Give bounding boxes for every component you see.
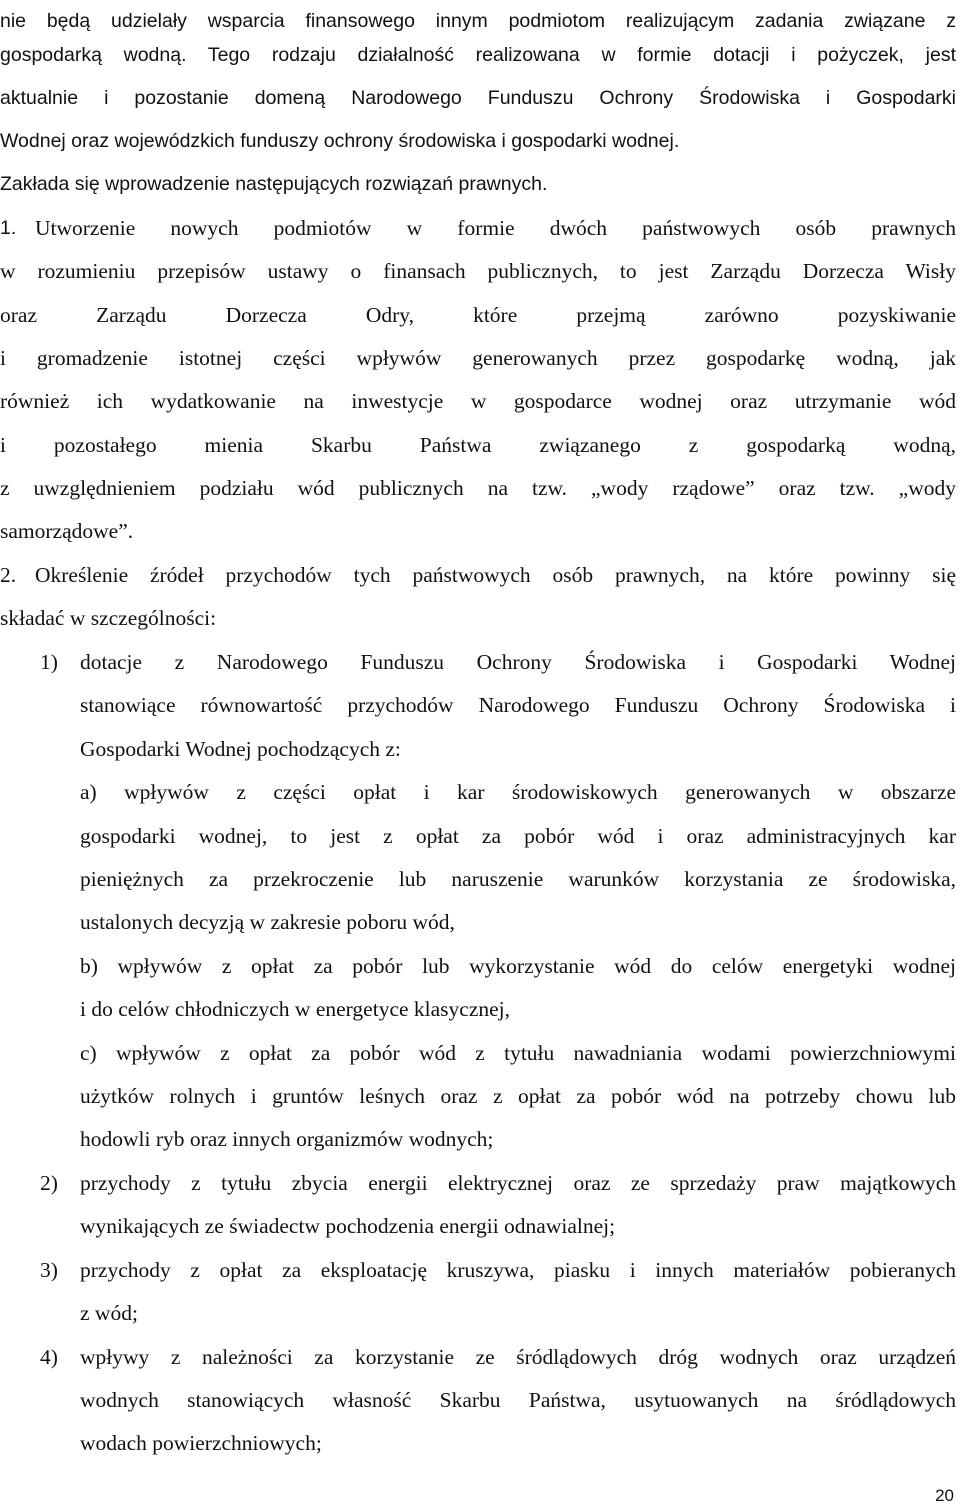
list-item-line — [0, 1205, 960, 1248]
page-number: 20 — [935, 1486, 954, 1505]
section-1-line-text: oraz Zarządu Dorzecza Odry, które przejmą zarówno pozyskiwanie — [0, 303, 956, 327]
section-1-line-text: również ich wydatkowanie na inwestycje w gospodarce wodnej oraz utrzymanie wód — [0, 389, 956, 413]
intro-line-text: aktualnie i pozostanie domeną Narodowego Funduszu Ochrony Środowiska i Gospodarki — [0, 87, 956, 109]
list-item-line — [0, 1422, 960, 1465]
section-1-line — [0, 207, 960, 250]
section-1-line — [0, 510, 960, 553]
list-item-number: 3) — [40, 1258, 58, 1282]
subitem-line — [0, 901, 960, 944]
intro-line — [0, 120, 960, 163]
section-2-line-text: składać w szczególności: — [0, 606, 217, 630]
subitem-line-text: ustalonych decyzją w zakresie poboru wód, — [80, 910, 455, 934]
subitem-line — [0, 1075, 960, 1118]
section-2-line-text: Określenie źródeł przychodów tych państwowych osób prawnych, na które powinny się — [35, 563, 956, 587]
section-2-number: 2. — [0, 563, 17, 587]
section-1-number: 1. — [0, 217, 17, 239]
list-item-number: 1) — [40, 650, 58, 674]
list-item-line — [0, 684, 960, 727]
section-2-line — [0, 554, 960, 597]
subitem-line — [0, 988, 960, 1031]
list-item-line-text: dotacje z Narodowego Funduszu Ochrony Środowiska i Gospodarki Wodnej — [80, 650, 956, 674]
intro-line — [0, 163, 960, 206]
subitem-line-text: b) wpływów z opłat za pobór lub wykorzystanie wód do celów energetyki wodnej — [80, 954, 956, 978]
list-item-line-text: stanowiące równowartość przychodów Narodowego Funduszu Ochrony Środowiska i — [80, 693, 956, 717]
list-item-line-text: wodnych stanowiących własność Skarbu Państwa, usytuowanych na śródlądowych — [80, 1388, 956, 1412]
subitem-line — [0, 815, 960, 858]
intro-line-text: gospodarką wodną. Tego rodzaju działalność realizowana w formie dotacji i pożyczek, jest — [0, 44, 956, 66]
subitem-line-text: gospodarki wodnej, to jest z opłat za pobór wód i oraz administracyjnych kar — [80, 824, 956, 848]
subitem-line-text: c) wpływów z opłat za pobór wód z tytułu nawadniania wodami powierzchniowymi — [80, 1041, 956, 1065]
list-item-line-text: Gospodarki Wodnej pochodzących z: — [80, 737, 401, 761]
list-item-number: 4) — [40, 1345, 58, 1369]
list-item-line — [0, 728, 960, 771]
subitem-line-text: i do celów chłodniczych w energetyce klasycznej, — [80, 997, 511, 1021]
subitem-line-text: hodowli ryb oraz innych organizmów wodnych; — [80, 1127, 494, 1151]
section-1-line — [0, 380, 960, 423]
intro-line — [0, 77, 960, 120]
list-item-line — [0, 641, 960, 684]
subitem-line — [0, 1118, 960, 1161]
section-1-line — [0, 337, 960, 380]
intro-line-text: Wodnej oraz wojewódzkich funduszy ochrony środowiska i gospodarki wodnej. — [0, 130, 680, 152]
subitem-line — [0, 771, 960, 814]
section-1-line — [0, 424, 960, 467]
subitem-line — [0, 1032, 960, 1075]
section-1-line — [0, 467, 960, 510]
list-item-line — [0, 1379, 960, 1422]
list-item-number: 2) — [40, 1171, 58, 1195]
section-2-line — [0, 597, 960, 640]
subitem-line-text: użytków rolnych i gruntów leśnych oraz z opłat za pobór wód na potrzeby chowu lub — [80, 1084, 956, 1108]
subitem-line-text: pieniężnych za przekroczenie lub naruszenie warunków korzystania ze środowiska, — [80, 867, 956, 891]
section-1-line-text: samorządowe”. — [0, 519, 134, 543]
section-1-line-text: i gromadzenie istotnej części wpływów generowanych przez gospodarkę wodną, jak — [0, 346, 956, 370]
list-item-line-text: wynikających ze świadectw pochodzenia energii odnawialnej; — [80, 1214, 616, 1238]
section-1-line-text: w rozumieniu przepisów ustawy o finansach publicznych, to jest Zarządu Dorzecza Wisły — [0, 259, 956, 283]
section-1-line-text: Utworzenie nowych podmiotów w formie dwóch państwowych osób prawnych — [35, 216, 956, 240]
intro-line-text: Zakłada się wprowadzenie następujących rozwiązań prawnych. — [0, 173, 548, 195]
section-1-line-text: i pozostałego mienia Skarbu Państwa związanego z gospodarką wodną, — [0, 433, 956, 457]
intro-line-text: nie będą udzielały wsparcia finansowego innym podmiotom realizującym zadania związane z — [0, 10, 956, 32]
list-item-line-text: wpływy z należności za korzystanie ze śródlądowych dróg wodnych oraz urządzeń — [80, 1345, 956, 1369]
intro-line — [0, 34, 960, 77]
list-item-line-text: wodach powierzchniowych; — [80, 1431, 322, 1455]
list-item-line-text: przychody z tytułu zbycia energii elektrycznej oraz ze sprzedaży praw majątkowych — [80, 1171, 956, 1195]
list-item-line-text: przychody z opłat za eksploatację kruszywa, piasku i innych materiałów pobieranych — [80, 1258, 956, 1282]
list-item-line — [0, 1249, 960, 1292]
list-item-line — [0, 1292, 960, 1335]
section-1-line — [0, 250, 960, 293]
section-1-line-text: z uwzględnieniem podziału wód publicznych na tzw. „wody rządowe” oraz tzw. „wody — [0, 476, 956, 500]
subitem-line — [0, 945, 960, 988]
subitem-line — [0, 858, 960, 901]
list-item-line — [0, 1336, 960, 1379]
list-item-line — [0, 1162, 960, 1205]
list-item-line-text: z wód; — [80, 1301, 138, 1325]
subitem-line-text: a) wpływów z części opłat i kar środowiskowych generowanych w obszarze — [80, 780, 956, 804]
section-1-line — [0, 294, 960, 337]
